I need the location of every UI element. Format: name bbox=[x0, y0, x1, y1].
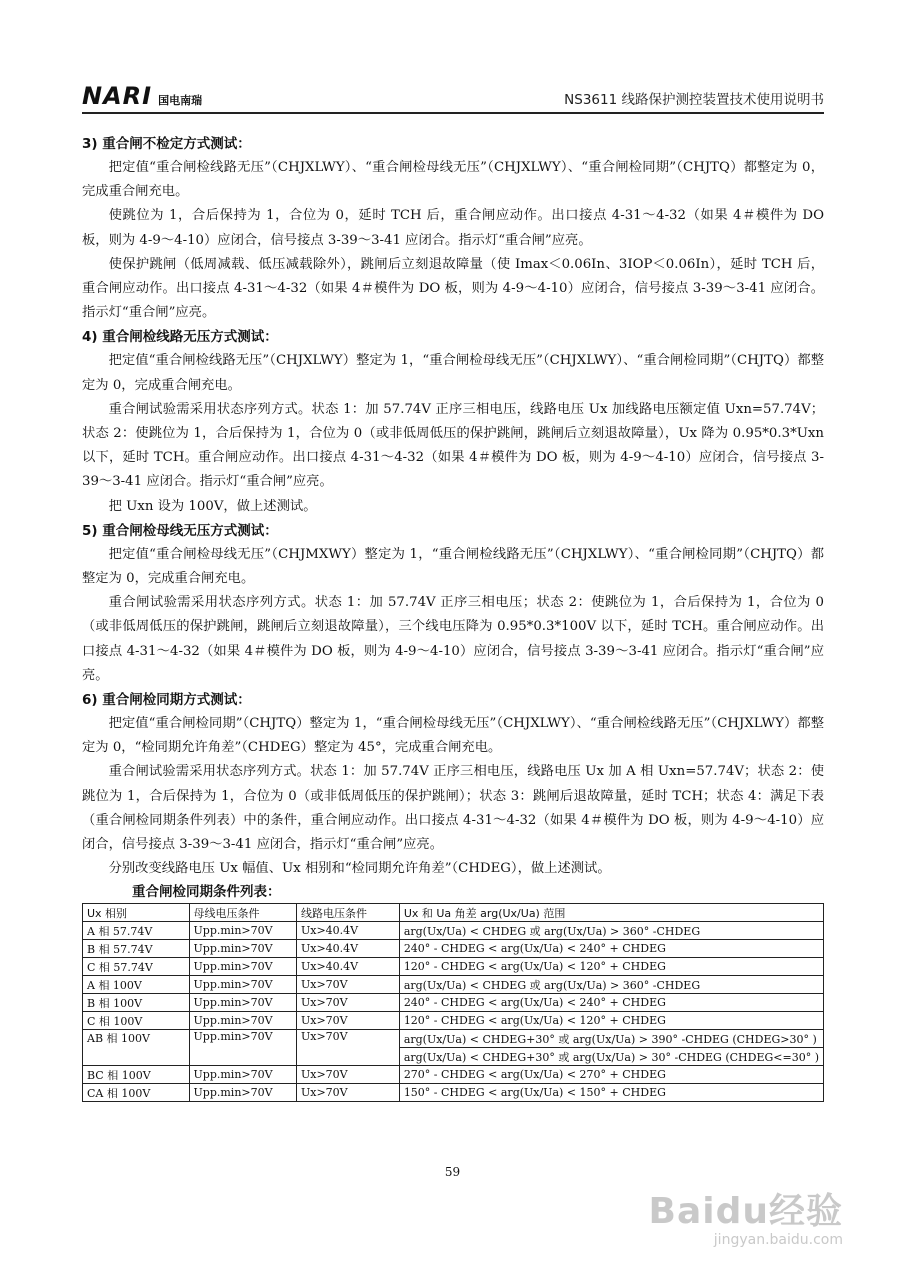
section-4 bbox=[82, 325, 824, 518]
cell-range: arg(Ux/Ua) < CHDEG+30° 或 arg(Ux/Ua) > 30° -CHDEG (CHDEG<=30° ) bbox=[399, 1048, 823, 1066]
section-heading: 4) 重合闸检线路无压方式测试： bbox=[82, 329, 278, 346]
cell-range: 240° - CHDEG < arg(Ux/Ua) < 240° + CHDEG bbox=[399, 994, 823, 1012]
section-3 bbox=[82, 132, 824, 325]
cell-bus: Upp.min>70V bbox=[189, 1084, 296, 1102]
paragraph: 重合闸试验需采用状态序列方式。状态 1：加 57.74V 正序三相电压，线路电压 Ux 加线路电压额定值 Uxn=57.74V；状态 2：使跳位为 1，合后保持为 1，合位为 0（或非低周低压的保护跳闸，跳闸后立刻退故障量），Ux 降为 0.95*0.3*Uxn 以下，延时 TCH。重合闸应动作。出口接点 4-31～4-32（如果 4＃模件为 DO 板，则为 4-9～4-10）应闭合，信号接点 3-39～3-41 应闭合。指示灯“重合闸”应亮。 bbox=[82, 401, 824, 490]
cell-bus: Upp.min>70V bbox=[189, 1066, 296, 1084]
cell-range: 120° - CHDEG < arg(Ux/Ua) < 120° + CHDEG bbox=[399, 1012, 823, 1030]
section-heading: 6) 重合闸检同期方式测试： bbox=[82, 692, 251, 709]
document-title: NS3611 线路保护测控装置技术使用说明书 bbox=[564, 92, 824, 108]
cell-line: Ux>70V bbox=[296, 994, 399, 1012]
column-header: 线路电压条件 bbox=[296, 904, 399, 922]
cell-range: 240° - CHDEG < arg(Ux/Ua) < 240° + CHDEG bbox=[399, 940, 823, 958]
cell-range: 120° - CHDEG < arg(Ux/Ua) < 120° + CHDEG bbox=[399, 958, 823, 976]
logo-chinese: 国电南瑞 bbox=[158, 94, 203, 107]
nari-logo bbox=[82, 82, 202, 110]
cell-phase: AB 相 100V bbox=[83, 1030, 190, 1066]
paragraph: 使跳位为 1，合后保持为 1，合位为 0，延时 TCH 后，重合闸应动作。出口接点 4-31～4-32（如果 4＃模件为 DO 板，则为 4-9～4-10）应闭合，信号接点 3-39～3-41 应闭合。指示灯“重合闸”应亮。 bbox=[82, 208, 824, 248]
cell-bus: Upp.min>70V bbox=[189, 958, 296, 976]
watermark-url: jingyan.baidu.com bbox=[713, 1232, 843, 1248]
cell-phase: CA 相 100V bbox=[83, 1084, 190, 1102]
cell-bus: Upp.min>70V bbox=[189, 922, 296, 940]
paragraph: 把定值“重合闸检线路无压”（CHJXLWY）整定为 1，“重合闸检母线无压”（CHJXLWY）、“重合闸检同期”（CHJTQ）都整定为 0，完成重合闸充电。 bbox=[82, 353, 824, 393]
paragraph: 把定值“重合闸检同期”（CHJTQ）整定为 1，“重合闸检母线无压”（CHJXLWY）、“重合闸检线路无压”（CHJXLWY）都整定为 0，“检同期允许角差”（CHDEG）整定为 45°，完成重合闸充电。 bbox=[82, 716, 824, 756]
section-6 bbox=[82, 688, 824, 881]
column-header: 母线电压条件 bbox=[189, 904, 296, 922]
table-row bbox=[83, 1030, 824, 1048]
cell-line: Ux>40.4V bbox=[296, 958, 399, 976]
cell-phase: B 相 100V bbox=[83, 994, 190, 1012]
paragraph: 重合闸试验需采用状态序列方式。状态 1：加 57.74V 正序三相电压；状态 2：使跳位为 1，合后保持为 1，合位为 0（或非低周低压的保护跳闸，跳闸后立刻退故障量），三个线电压降为 0.95*0.3*100V 以下，延时 TCH。重合闸应动作。出口接点 4-31～4-32（如果 4＃模件为 DO 板，则为 4-9～4-10）应闭合，信号接点 3-39～3-41 应闭合。指示灯“重合闸”应亮。 bbox=[82, 595, 824, 683]
paragraph: 使保护跳闸（低周减载、低压减载除外），跳闸后立刻退故障量（使 Imax＜0.06In、3IOP＜0.06In），延时 TCH 后，重合闸应动作。出口接点 4-31～4-32（如果 4＃模件为 DO 板，则为 4-9～4-10）应闭合，信号接点 3-39～3-41 应闭合。指示灯“重合闸”应亮。 bbox=[82, 256, 824, 321]
cell-phase: C 相 100V bbox=[83, 1012, 190, 1030]
cell-line: Ux>70V bbox=[296, 1084, 399, 1102]
cell-line: Ux>70V bbox=[296, 1030, 399, 1066]
sync-condition-table bbox=[82, 903, 824, 1102]
table-row bbox=[83, 940, 824, 958]
paragraph: 重合闸试验需采用状态序列方式。状态 1：加 57.74V 正序三相电压，线路电压 Ux 加 A 相 Uxn=57.74V；状态 2：使跳位为 1，合后保持为 1，合位为 0（或非低周低压的保护跳闸）；状态 3：跳闸后退故障量，延时 TCH；状态 4：满足下表（重合闸检同期条件列表）中的条件，重合闸应动作。出口接点 4-31～4-32（如果 4＃模件为 DO 板，则为 4-9～4-10）应闭合，信号接点 3-39～3-41 应闭合，指示灯“重合闸”应亮。 bbox=[82, 764, 824, 853]
table-row bbox=[83, 976, 824, 994]
paragraph: 分别改变线路电压 Ux 幅值、Ux 相别和“检同期允许角差”（CHDEG），做上述测试。 bbox=[108, 861, 611, 877]
cell-phase: B 相 57.74V bbox=[83, 940, 190, 958]
cell-line: Ux>70V bbox=[296, 1066, 399, 1084]
table-row bbox=[83, 994, 824, 1012]
page-number: 59 bbox=[444, 1165, 461, 1179]
cell-range: arg(Ux/Ua) < CHDEG+30° 或 arg(Ux/Ua) > 390° -CHDEG (CHDEG>30° ) bbox=[399, 1030, 823, 1048]
column-header: Ux 相别 bbox=[83, 904, 190, 922]
cell-phase: BC 相 100V bbox=[83, 1066, 190, 1084]
page-header bbox=[82, 78, 824, 114]
table-row bbox=[83, 1084, 824, 1102]
section-heading: 5) 重合闸检母线无压方式测试： bbox=[82, 522, 278, 539]
baidu-watermark bbox=[649, 1183, 843, 1248]
cell-phase: A 相 100V bbox=[83, 976, 190, 994]
page-content bbox=[82, 132, 824, 1102]
cell-bus: Upp.min>70V bbox=[189, 976, 296, 994]
cell-range: arg(Ux/Ua) < CHDEG 或 arg(Ux/Ua) > 360° -CHDEG bbox=[399, 976, 823, 994]
cell-bus: Upp.min>70V bbox=[189, 994, 296, 1012]
section-heading: 3) 重合闸不检定方式测试： bbox=[82, 136, 251, 152]
column-header: Ux 和 Ua 角差 arg(Ux/Ua) 范围 bbox=[399, 904, 823, 922]
watermark-logo: Baidu经验 bbox=[648, 1191, 843, 1232]
paragraph: 把定值“重合闸检线路无压”（CHJXLWY）、“重合闸检母线无压”（CHJXLWY）、“重合闸检同期”（CHJTQ）都整定为 0，完成重合闸充电。 bbox=[82, 160, 824, 200]
cell-phase: A 相 57.74V bbox=[83, 922, 190, 940]
cell-range: 150° - CHDEG < arg(Ux/Ua) < 150° + CHDEG bbox=[399, 1084, 823, 1102]
cell-bus: Upp.min>70V bbox=[189, 940, 296, 958]
cell-bus: Upp.min>70V bbox=[189, 1030, 296, 1066]
section-5 bbox=[82, 519, 824, 688]
cell-line: Ux>40.4V bbox=[296, 940, 399, 958]
table-row bbox=[83, 958, 824, 976]
cell-bus: Upp.min>70V bbox=[189, 1012, 296, 1030]
cell-line: Ux>40.4V bbox=[296, 922, 399, 940]
paragraph: 把定值“重合闸检母线无压”（CHJMXWY）整定为 1，“重合闸检线路无压”（CHJXLWY）、“重合闸检同期”（CHJTQ）都整定为 0，完成重合闸充电。 bbox=[82, 546, 824, 587]
table-row bbox=[83, 1012, 824, 1030]
cell-range: arg(Ux/Ua) < CHDEG 或 arg(Ux/Ua) > 360° -CHDEG bbox=[399, 922, 823, 940]
table-title: 重合闸检同期条件列表： bbox=[132, 884, 281, 901]
table-header-row bbox=[83, 904, 824, 922]
cell-line: Ux>70V bbox=[296, 1012, 399, 1030]
cell-range: 270° - CHDEG < arg(Ux/Ua) < 270° + CHDEG bbox=[399, 1066, 823, 1084]
table-row bbox=[83, 1066, 824, 1084]
table-row bbox=[83, 922, 824, 940]
paragraph: 把 Uxn 设为 100V，做上述测试。 bbox=[108, 498, 317, 514]
logo-text: NARI bbox=[82, 82, 153, 110]
cell-phase: C 相 57.74V bbox=[83, 958, 190, 976]
cell-line: Ux>70V bbox=[296, 976, 399, 994]
